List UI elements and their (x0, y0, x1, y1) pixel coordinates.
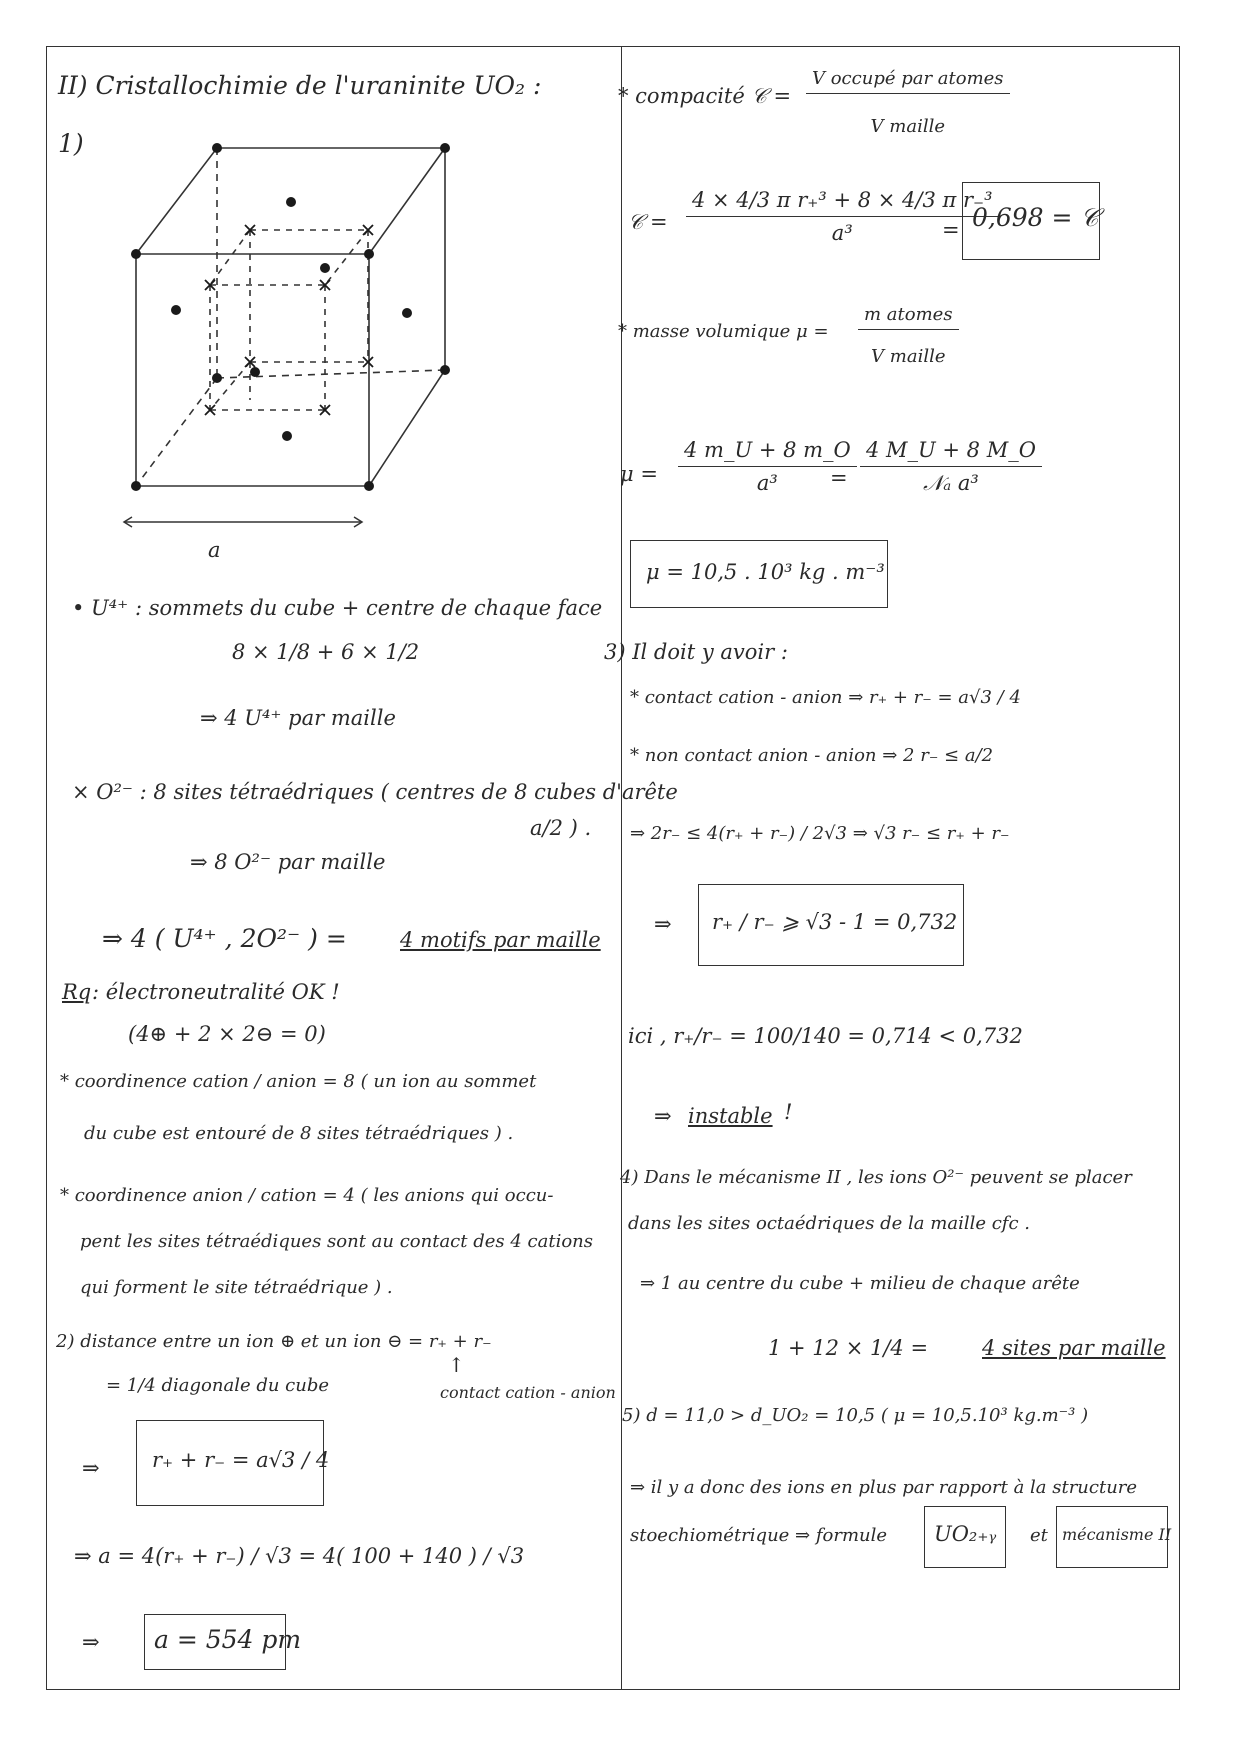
coordination-cation-anion: * coordinence cation / anion = 8 ( un ion au sommet (60, 1071, 537, 1092)
octahedral-result: 4 sites par maille (982, 1336, 1166, 1360)
masse-volumique-label: * masse volumique μ = (618, 321, 829, 342)
contact-cation-anion: * contact cation - anion ⇒ r₊ + r₋ = a√3 / 4 (630, 687, 1021, 708)
radius-ratio-text: r₊ / r₋ ⩾ √3 - 1 = 0,732 (712, 910, 958, 934)
implies-arrow-icon: ⇒ (82, 1630, 100, 1654)
octahedral-count: 1 + 12 × 1/4 = (768, 1336, 929, 1360)
compacite-formula: $\frac{\text{4 × 4/3 π r₊³ + 8 × 4/3 π r₋³}}{\text{a³}}$ (686, 188, 999, 245)
compacite-symbol: 𝒞 = (628, 210, 668, 234)
question-2-distance: 2) distance entre un ion ⊕ et un ion ⊖ = r₊ + r₋ (56, 1331, 492, 1352)
motifs-result: 4 motifs par maille (400, 928, 601, 952)
inequality-derivation: ⇒ 2r₋ ≤ 4(r₊ + r₋) / 2√3 ⇒ √3 r₋ ≤ r₊ + r₋ (630, 823, 1010, 844)
u-ion-position: • U⁴⁺ : sommets du cube + centre de chaque face (72, 596, 603, 620)
mu-result-text: μ = 10,5 . 10³ kg . m⁻³ (646, 560, 885, 584)
a-equation: ⇒ a = 4(r₊ + r₋) / √3 = 4( 100 + 140 ) / √3 (74, 1544, 525, 1568)
implies-arrow-icon: ⇒ (654, 912, 672, 936)
cube-edge-label: a (208, 538, 221, 562)
question-3-heading: 3) Il doit y avoir : (604, 640, 788, 664)
question-4-sites: dans les sites octaédriques de la maille cfc . (628, 1213, 1030, 1234)
mu-formula-molar: 4 M_U + 8 M_O 𝒩ₐ a³ (860, 438, 1042, 496)
implies-arrow-icon: ⇒ (82, 1456, 100, 1480)
o-ion-result: ⇒ 8 O²⁻ par maille (190, 850, 386, 874)
masse-volumique-definition: m atomes V maille (858, 304, 959, 367)
coordination-cation-anion-cont: du cube est entouré de 8 sites tétraédriques ) . (84, 1123, 514, 1144)
equals-sign: = (942, 218, 960, 242)
question-5-formula-line: stoechiométrique ⇒ formule (630, 1525, 888, 1546)
boxed-radius-sum-text: r₊ + r₋ = a√3 / 4 (152, 1448, 330, 1472)
u-ion-count: 8 × 1/8 + 6 × 1/2 (232, 640, 420, 664)
instable-conclusion: instable (688, 1104, 773, 1128)
question-4-heading: 4) Dans le mécanisme II , les ions O²⁻ peuvent se placer (620, 1167, 1132, 1188)
mu-symbol: μ = (620, 462, 658, 486)
a-result-text: a = 554 pm (154, 1625, 302, 1654)
up-arrow-icon: ↑ (448, 1353, 465, 1377)
implies-arrow-icon: ⇒ (654, 1104, 672, 1128)
remark-text: : électroneutralité OK ! (92, 980, 340, 1004)
coordination-anion-cation-cont: pent les sites tétraédiques sont au contact des 4 cations (80, 1231, 593, 1252)
ratio-numeric-check: ici , r₊/r₋ = 100/140 = 0,714 < 0,732 (628, 1024, 1023, 1048)
motifs-equation: ⇒ 4 ( U⁴⁺ , 2O²⁻ ) = (102, 924, 347, 953)
et-connector: et (1030, 1525, 1048, 1546)
coordination-anion-cation-end: qui forment le site tétraédrique ) . (80, 1277, 393, 1298)
question-5-density: 5) d = 11,0 > d_UO₂ = 10,5 ( μ = 10,5.10³ kg.m⁻³ ) (622, 1405, 1089, 1426)
electroneutrality-equation: (4⊕ + 2 × 2⊖ = 0) (128, 1022, 326, 1046)
mechanism-text: mécanisme II (1062, 1525, 1172, 1544)
question-4-positions: ⇒ 1 au centre du cube + milieu de chaque arête (640, 1273, 1080, 1294)
question-5-conclusion: ⇒ il y a donc des ions en plus par rapport à la structure (630, 1477, 1138, 1498)
column-divider (621, 46, 622, 1690)
question-1-number: 1) (58, 129, 84, 158)
equals-sign: = (830, 466, 848, 490)
exclamation-mark: ! (784, 1100, 793, 1124)
cfc-unit-cell-diagram (110, 130, 470, 550)
o-ion-position-end: a/2 ) . (530, 816, 592, 840)
question-2-diagonal: = 1/4 diagonale du cube (106, 1375, 330, 1396)
non-contact-anion-anion: * non contact anion - anion ⇒ 2 r₋ ≤ a/2 (630, 745, 994, 766)
o-ion-position: × O²⁻ : 8 sites tétraédriques ( centres de 8 cubes d'arête (72, 780, 678, 804)
contact-note: contact cation - anion (440, 1383, 616, 1402)
mu-formula-mass: $\frac{4 m\_U + 8 m\_O}{\text{a³}}$ (678, 438, 857, 495)
coordination-anion-cation: * coordinence anion / cation = 4 ( les anions qui occu- (60, 1185, 554, 1206)
section-heading: II) Cristallochimie de l'uraninite UO₂ : (58, 71, 542, 100)
compacite-label: * compacité 𝒞 = (618, 84, 792, 108)
compacite-result-text: 0,698 = 𝒞 (972, 203, 1099, 232)
u-ion-result: ⇒ 4 U⁴⁺ par maille (200, 706, 396, 730)
formula-text: UO₂₊ᵧ (934, 1522, 997, 1546)
remark-label: Rq (62, 980, 92, 1004)
compacite-definition: V occupé par atomes V maille (806, 68, 1010, 137)
